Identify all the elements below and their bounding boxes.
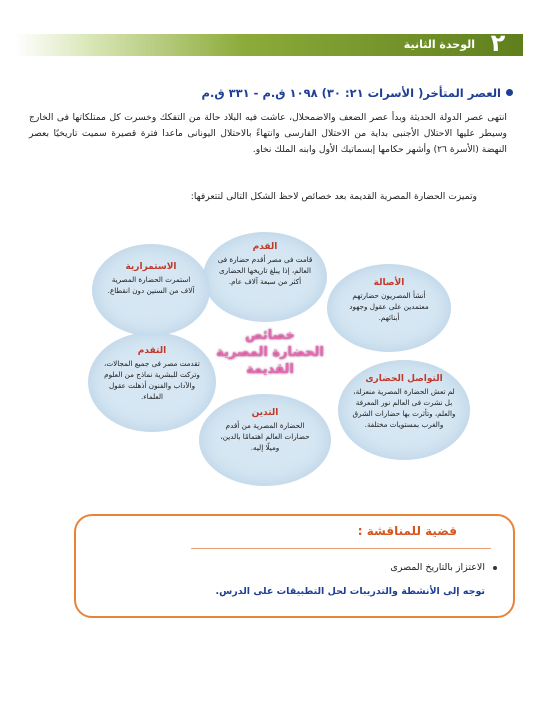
petal-text: أنشأ المصريون حضارتهم معتمدين على عقول وجهود أبنائهم. xyxy=(349,291,429,322)
discussion-item: الاعتزاز بالتاريخ المصرى xyxy=(390,562,485,573)
petal-title: التواصل الحضارى xyxy=(365,374,443,384)
section-paragraph: انتهى عصر الدولة الحديثة وبدأ عصر الضعف والاضمحلال، عاشت فيه البلاد حالة من التفكك وخسرت كل ممتلكاتها فى الخارج وسيطر عليها الاحتلال الأجنبى بداية من الاحتلال الفارسى وانتهاءً بالاحتلال اليونانى ماعدا فترة قصيرة سميت تاريخيًا بعصر النهضة (الأسرة ٢٦) وأشهر حكامها إبسماتيك الأول وابنه الملك نخاو. xyxy=(29,112,507,155)
discussion-bullet-icon xyxy=(493,566,497,570)
petal-text: تقدمت مصر فى جميع المجالات، وتركت للبشرية نماذج من العلوم والآداب والفنون أذهلت عقول العلماء. xyxy=(104,359,200,401)
center-line-2: الحضارة المصرية xyxy=(216,345,324,360)
discussion-note: توجه إلى الأنشطة والتدريبات لحل التطبيقات على الدرس. xyxy=(215,586,485,597)
center-line-3: القديمة xyxy=(246,362,294,377)
petal-continuity xyxy=(92,244,210,336)
petal-authenticity xyxy=(327,264,451,352)
unit-title: الوحدة الثانية xyxy=(403,38,475,51)
petal-cultural-exchange xyxy=(338,360,470,460)
diagram-intro: وتميزت الحضارة المصرية القديمة بعد خصائص لاحظ الشكل التالى لتتعرفها: xyxy=(190,191,477,202)
unit-number: ٢ xyxy=(490,29,506,57)
characteristics-diagram xyxy=(60,222,480,492)
diagram-center-label xyxy=(215,327,325,378)
petal-title: الاستمرارية xyxy=(125,262,177,272)
petal-text: الحضارة المصرية من أقدم حضارات العالم اهتمامًا بالدين، وميلًا إليه. xyxy=(220,421,310,452)
petal-text: قامت فى مصر أقدم حضارة فى العالم، إذا يبلغ تاريخها الحضارى أكثر من سبعة آلاف عام. xyxy=(217,255,313,286)
petal-religiosity xyxy=(199,394,331,486)
petal-text: استمرت الحضارة المصرية آلاف من السنين دون انقطاع. xyxy=(107,275,195,295)
center-line-1: خصائص xyxy=(245,328,295,343)
petal-progress xyxy=(88,332,216,432)
petal-title: التدين xyxy=(251,408,279,418)
petal-title: القدم xyxy=(252,242,278,252)
section-bullet-icon xyxy=(506,89,513,96)
discussion-box xyxy=(74,514,515,618)
section-title: العصر المتأخر( الأسرات ٢١: ٣٠) ١٠٩٨ ق.م - ٣٣١ ق.م xyxy=(201,86,501,100)
petal-title: التقدم xyxy=(137,346,167,356)
discussion-divider xyxy=(191,548,491,549)
discussion-title: قضية للمناقشة : xyxy=(357,524,457,538)
petal-text: لم تعش الحضارة المصرية منعزلة، بل نشرت فى العالم نور المعرفة والعلم، وتأثرت بها حضارات الشرق والغرب بمستويات مختلفة. xyxy=(352,387,456,429)
petal-antiquity xyxy=(203,232,327,322)
petal-title: الأصالة xyxy=(373,278,405,288)
